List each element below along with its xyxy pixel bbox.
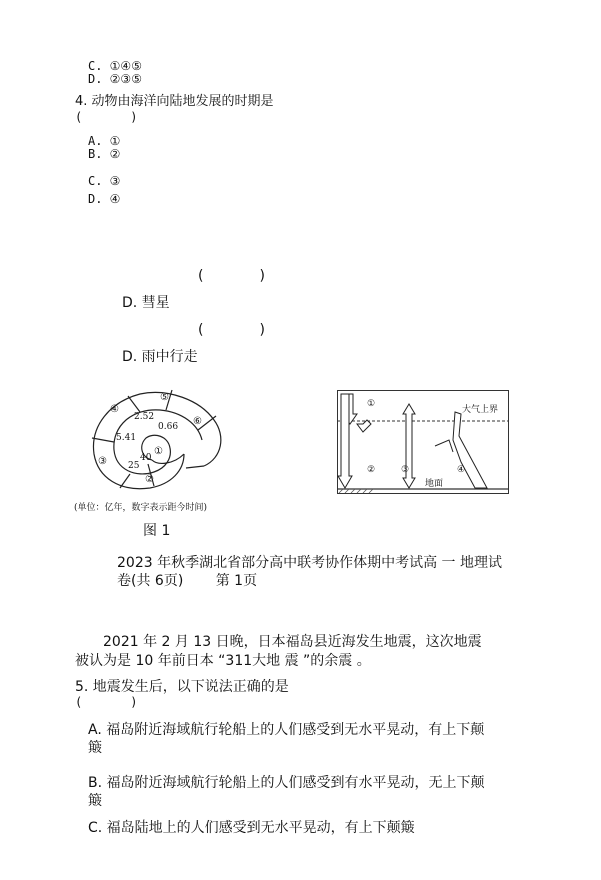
spiral-segment-label: ② [145, 474, 154, 485]
figure-caption: 图 1 [143, 523, 171, 539]
option-d: D. 雨中行走 [122, 349, 198, 365]
spiral-segment-label: ④ [110, 404, 119, 415]
option-a: A. ① [88, 134, 121, 148]
answer-bracket: ( ) [75, 110, 138, 124]
age-label: 2.52 [134, 412, 155, 422]
answer-bracket: ( ) [198, 322, 265, 338]
passage-line: 2021 年 2 月 13 日晚，日本福岛县近海发生地震，这次地震 [75, 634, 482, 650]
figure-units-caption: (单位：亿年，数字表示距今时间) [74, 503, 208, 513]
question-5-stem: 5. 地震发生后，以下说法正确的是 [75, 679, 289, 695]
question-4-stem: 4. 动物由海洋向陆地发展的时期是 [75, 94, 274, 109]
option-d: D. ②③⑤ [88, 72, 142, 86]
option-c: C. ①④⑤ [88, 59, 142, 73]
spiral-segment-label: ⑥ [193, 416, 202, 427]
spiral-segment-label: ① [154, 446, 163, 457]
option-d: D. 彗星 [122, 295, 170, 311]
answer-bracket: ( ) [75, 695, 138, 709]
wave-marker: ③ [401, 465, 410, 475]
page-footer-line: 卷(共 6页) 第 1页 [117, 573, 258, 589]
option-b-continued: 簸 [88, 793, 102, 809]
option-a: A. 福岛附近海域航行轮船上的人们感受到无水平晃动，有上下颠 [88, 722, 485, 738]
option-c: C. 福岛陆地上的人们感受到无水平晃动，有上下颠簸 [88, 820, 415, 836]
wave-marker: ④ [457, 465, 466, 475]
ground-label: 地面 [425, 479, 444, 489]
option-a-continued: 簸 [88, 740, 102, 756]
spiral-segment-label: ⑤ [160, 392, 169, 403]
age-label: 5.41 [116, 433, 137, 443]
option-d: D. ④ [88, 192, 121, 206]
answer-bracket: ( ) [198, 268, 265, 284]
option-b: B. 福岛附近海域航行轮船上的人们感受到有水平晃动，无上下颠 [88, 775, 485, 791]
age-label: 40 [140, 453, 152, 463]
wave-marker: ② [367, 465, 376, 475]
wave-marker: ① [367, 399, 376, 409]
option-c: C. ③ [88, 174, 121, 188]
passage-line: 被认为是 10 年前日本 “311大地 震 ”的余震 。 [75, 653, 371, 669]
age-label: 0.66 [158, 422, 179, 432]
spiral-timeline-figure [80, 374, 240, 502]
option-b: B. ② [88, 147, 121, 161]
upper-atmosphere-label: 大气上界 [462, 405, 499, 415]
seismic-wave-diagram [337, 390, 509, 494]
age-label: 25 [128, 461, 140, 471]
page-footer-line: 2023 年秋季湖北省部分高中联考协作体期中考试高 一 地理试 [117, 555, 502, 571]
spiral-segment-label: ③ [98, 456, 107, 467]
